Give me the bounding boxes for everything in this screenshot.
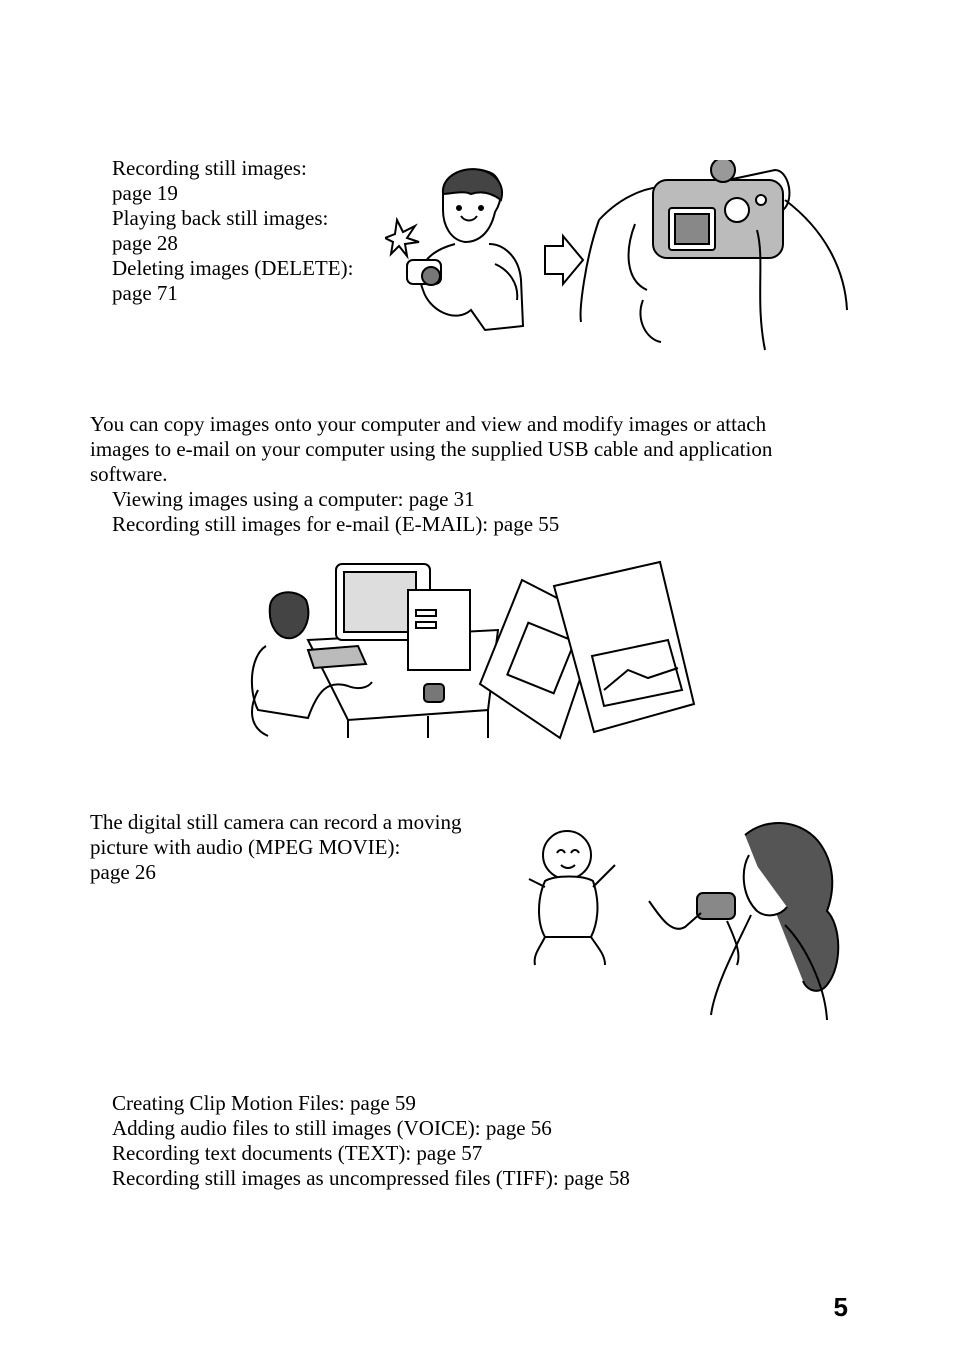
ref-line: Recording still images: bbox=[112, 156, 307, 180]
ref-line: page 19 bbox=[112, 181, 178, 205]
ref-line: Recording text documents (TEXT): page 57 bbox=[112, 1141, 483, 1165]
ref-line: picture with audio (MPEG MOVIE): bbox=[90, 835, 401, 859]
movie-recording-illustration bbox=[505, 815, 850, 1025]
paragraph-line: images to e-mail on your computer using the supplied USB cable and application bbox=[90, 437, 773, 461]
ref-line: Playing back still images: bbox=[112, 206, 329, 230]
ref-line: Recording still images as uncompressed files (TIFF): page 58 bbox=[112, 1166, 630, 1190]
page-number: 5 bbox=[833, 1292, 848, 1322]
flash-burst-icon bbox=[385, 220, 419, 256]
printout-landscape bbox=[554, 562, 694, 732]
ref-line: Creating Clip Motion Files: page 59 bbox=[112, 1091, 416, 1115]
other-feature-refs bbox=[112, 1091, 630, 1191]
hands-holding-camera bbox=[581, 160, 847, 350]
camera-small-icon bbox=[407, 260, 441, 285]
ref-line: The digital still camera can record a moving bbox=[90, 810, 462, 834]
ref-line: page 26 bbox=[90, 860, 156, 884]
camera-usage-illustration bbox=[385, 160, 855, 360]
still-image-refs bbox=[112, 156, 353, 306]
ref-line: page 71 bbox=[112, 281, 178, 305]
desk-and-computer bbox=[308, 564, 498, 738]
ref-line: Adding audio files to still images (VOICE): page 56 bbox=[112, 1116, 552, 1140]
ref-line: Deleting images (DELETE): bbox=[112, 256, 354, 280]
woman-figure bbox=[649, 823, 838, 1020]
baby-figure bbox=[529, 831, 615, 965]
arrow-right-icon bbox=[545, 236, 583, 284]
movie-refs bbox=[90, 810, 461, 885]
ref-line: page 28 bbox=[112, 231, 178, 255]
computer-refs bbox=[112, 487, 559, 537]
computer-illustration bbox=[248, 560, 698, 740]
ref-line: Recording still images for e-mail (E-MAIL): page 55 bbox=[112, 512, 560, 536]
paragraph-line: You can copy images onto your computer and view and modify images or attach bbox=[90, 412, 767, 436]
computer-paragraph bbox=[90, 412, 772, 487]
paragraph-line: software. bbox=[90, 462, 168, 486]
boy-figure bbox=[420, 169, 523, 330]
ref-line: Viewing images using a computer: page 31 bbox=[112, 487, 475, 511]
